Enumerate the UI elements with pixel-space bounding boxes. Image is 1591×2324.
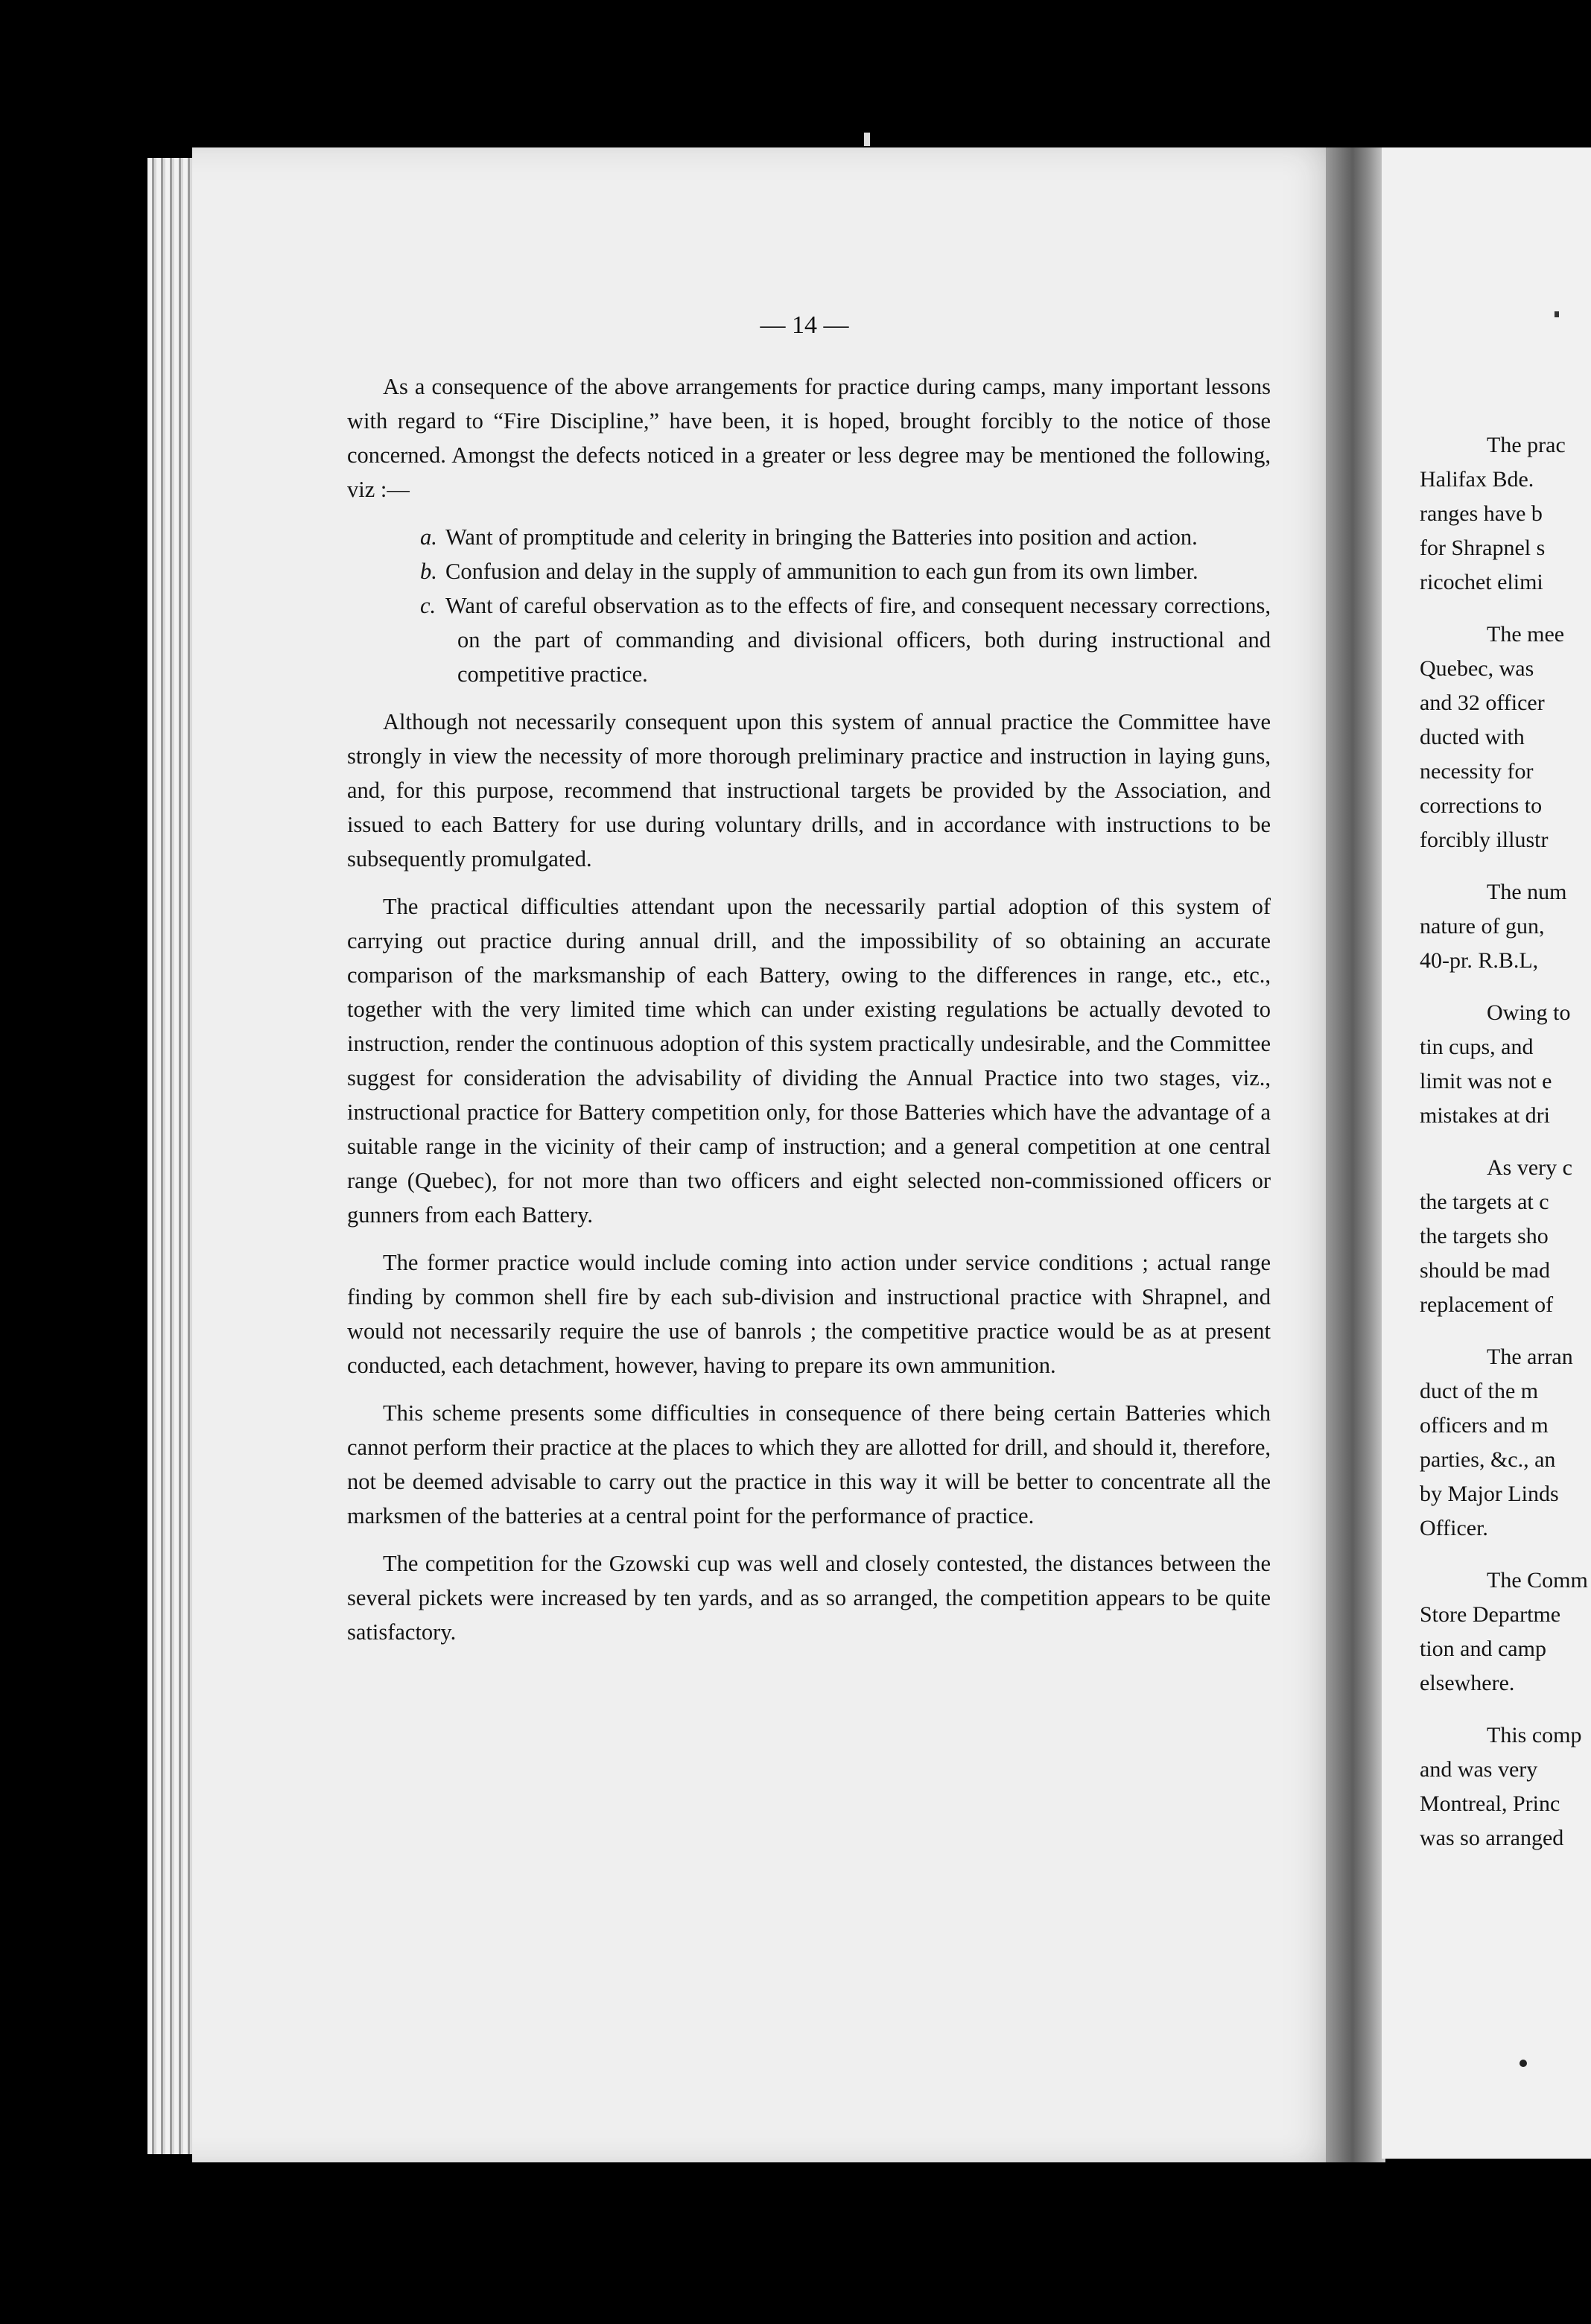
right-page-line: elsewhere. xyxy=(1420,1671,1515,1695)
list-item-text: Want of careful observation as to the effects of fire, and consequent necessary corrections, on the part of commanding and divisional officers, both during instructional and competitive practice. xyxy=(445,593,1271,687)
paragraph: The competition for the Gzowski cup was well and closely contested, the distances between the several pickets were increased by ten yards, and as so arranged, the competition appears to be quite satisfactory. xyxy=(347,1551,1271,1645)
page-edge xyxy=(147,158,154,2154)
right-page-line: the targets at c xyxy=(1420,1190,1549,1214)
page-number: — 14 — xyxy=(760,311,849,339)
left-page-body xyxy=(347,369,1271,1663)
right-page-line: by Major Linds xyxy=(1420,1482,1559,1506)
list-item-text: Want of promptitude and celerity in bringing the Batteries into position and action. xyxy=(445,524,1198,550)
right-page-line: and was very xyxy=(1420,1757,1538,1782)
right-page-line: mistakes at dri xyxy=(1420,1103,1550,1128)
list-item-text: Confusion and delay in the supply of ammunition to each gun from its own limber. xyxy=(445,559,1198,584)
right-page-line: corrections to xyxy=(1420,793,1543,818)
paragraph-gap xyxy=(1420,600,1591,617)
right-page-line: Store Departme xyxy=(1420,1602,1561,1627)
paragraph: This scheme presents some difficulties in consequence of there being certain Batteries which cannot perform their practice at the places to which they are allotted for drill, and should it, therefore, not be deemed advisable to carry out the practice in this way it will be better to concentrate all the marksmen of the batteries at a central point for the performance of practice. xyxy=(347,1400,1271,1528)
right-page-line: was so arranged xyxy=(1420,1826,1564,1850)
paragraph: As a consequence of the above arrangements for practice during camps, many important lessons with regard to “Fire Discipline,” have been, it is hoped, brought forcibly to the notice of those concerned. Amongst the defects noticed in a greater or less degree may be mentioned the following, viz :— xyxy=(347,374,1271,502)
page-edge xyxy=(156,158,163,2154)
right-page-line: nature of gun, xyxy=(1420,914,1545,939)
right-page-line: This comp xyxy=(1487,1723,1582,1747)
right-page-line: Halifax Bde. xyxy=(1420,467,1534,492)
right-page-line: should be mad xyxy=(1420,1258,1550,1283)
right-page-line: replacement of xyxy=(1420,1292,1554,1317)
right-page-line: The arran xyxy=(1487,1344,1573,1369)
scan-speck xyxy=(1555,311,1559,317)
right-page-line: As very c xyxy=(1487,1155,1572,1180)
right-page-line: necessity for xyxy=(1420,759,1534,784)
paragraph-gap xyxy=(1420,857,1591,875)
right-page-line: duct of the m xyxy=(1420,1379,1539,1403)
paragraph: The former practice would include coming into action under service conditions ; actual range finding by common shell fire by each sub-division and instructional practice with Shrapnel, and would not necessarily require the use of banrols ; the competitive practice would be as at present conducted, each detachment, however, having to prepare its own ammunition. xyxy=(347,1250,1271,1378)
right-page-line: ranges have b xyxy=(1420,501,1543,526)
list-marker: b. xyxy=(420,559,437,584)
paragraph-gap xyxy=(1420,1133,1591,1151)
right-page-line: Officer. xyxy=(1420,1516,1488,1540)
scan-speck xyxy=(1519,2060,1527,2067)
right-page-line: Owing to xyxy=(1487,1000,1571,1025)
list-item xyxy=(347,554,1271,588)
page-edge xyxy=(183,158,190,2154)
right-page-line: Quebec, was xyxy=(1420,656,1534,681)
book-gutter xyxy=(1326,147,1385,2162)
right-page-line: The num xyxy=(1487,880,1567,904)
right-page-line: for Shrapnel s xyxy=(1420,536,1546,560)
right-page-line: parties, &c., an xyxy=(1420,1447,1556,1472)
scan-speck xyxy=(864,133,870,146)
right-page-line: tion and camp xyxy=(1420,1636,1546,1661)
right-page-line: 40-pr. R.B.L, xyxy=(1420,948,1539,973)
page-edge xyxy=(165,158,172,2154)
list-marker: c. xyxy=(420,593,436,618)
paragraph-gap xyxy=(1420,1855,1591,1873)
right-page-line: tin cups, and xyxy=(1420,1035,1534,1059)
list-item xyxy=(347,520,1271,554)
list-marker: a. xyxy=(420,524,437,550)
paragraph-gap xyxy=(1420,1701,1591,1718)
right-page-line: Montreal, Princ xyxy=(1420,1791,1560,1816)
right-page-line: ducted with xyxy=(1420,725,1525,749)
right-page-line: The mee xyxy=(1487,622,1565,647)
right-page-line: ricochet elimi xyxy=(1420,570,1543,594)
paragraph-gap xyxy=(1420,1322,1591,1340)
paragraph-gap xyxy=(1420,1546,1591,1563)
right-page-line: The prac xyxy=(1487,433,1566,457)
defects-list xyxy=(347,520,1271,691)
paragraph-gap xyxy=(1420,978,1591,996)
right-page-fragments xyxy=(1420,428,1591,1873)
right-page-line: and 32 officer xyxy=(1420,690,1545,715)
page-edge xyxy=(174,158,181,2154)
right-page-line: officers and m xyxy=(1420,1413,1549,1438)
right-page-line: limit was not e xyxy=(1420,1069,1552,1093)
right-page-line: The Comm xyxy=(1487,1568,1588,1593)
list-item xyxy=(347,588,1271,691)
paragraph: The practical difficulties attendant upon the necessarily partial adoption of this system of carrying out practice during annual drill, and the impossibility of so obtaining an accurate comparison of the marksmanship of each Battery, owing to the differences in range, etc., etc., together with the very limited time which can under existing regulations be actually devoted to instruction, render the continuous adoption of this system practically undesirable, and the Committee suggest for consideration the advisability of dividing the Annual Practice into two stages, viz., instructional practice for Battery competition only, for those Batteries which have the advantage of a suitable range in the vicinity of their camp of instruction; and a general competition at one central range (Quebec), for not more than two officers and eight selected non-commissioned officers or gunners from each Battery. xyxy=(347,894,1271,1228)
right-page-line: forcibly illustr xyxy=(1420,828,1549,852)
paragraph: Although not necessarily consequent upon this system of annual practice the Committee have strongly in view the necessity of more thorough preliminary practice and instruction in laying guns, and, for this purpose, recommend that instructional targets be provided by the Association, and issued to each Battery for use during voluntary drills, and in accordance with instructions to be subsequently promulgated. xyxy=(347,709,1271,872)
right-page-line: the targets sho xyxy=(1420,1224,1549,1248)
